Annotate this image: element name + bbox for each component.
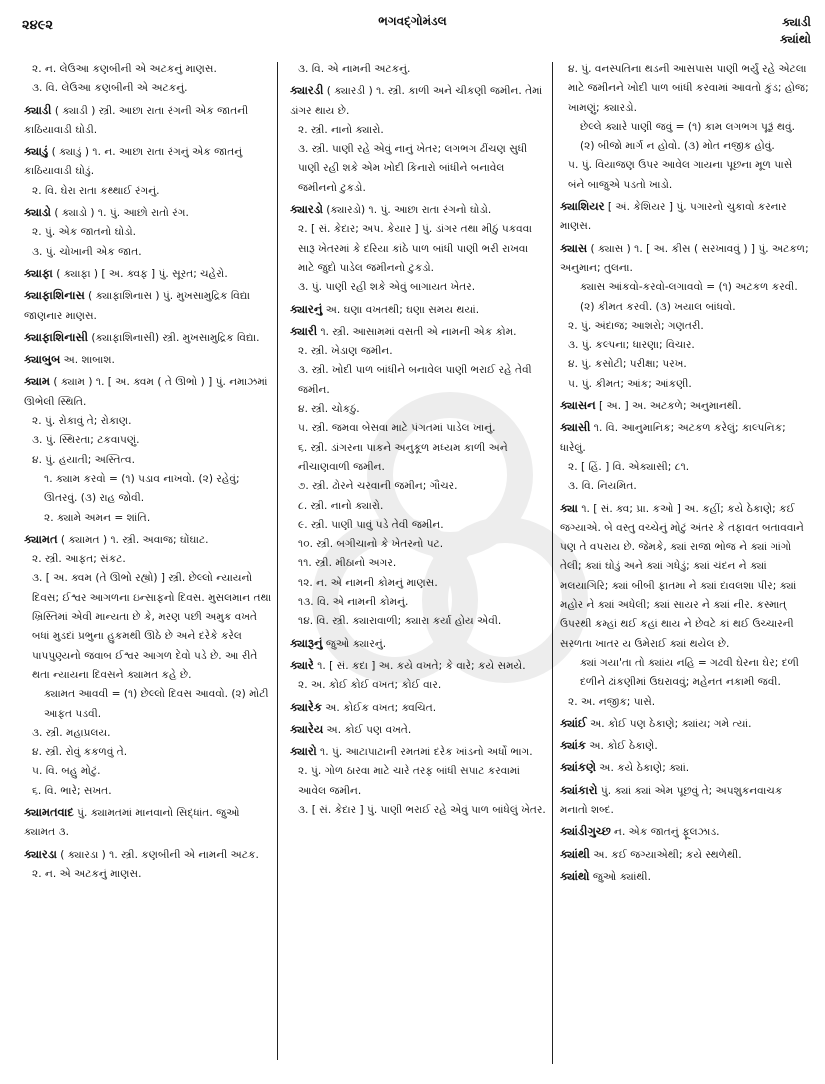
running-title: ભગવદ્ગોમંડલ [378, 14, 447, 28]
sense-line: ૩. સ્ત્રી. પાણી રહે એવું નાનું ખેતર; લગભગ ઢીંચણ સુધી પાણી રહી શકે એમ ખોદી કિનારો બાંધીને બનાવેલ જમીનનો ટુકડો. [298, 143, 528, 194]
definition-text: જુઓ ક્યાંથી. [592, 870, 651, 883]
headword: ક્યારો [290, 744, 317, 759]
definition-text: ( ક્યારડા ) ૧. સ્ત્રી. કણબીની એ નામની અટક. [60, 848, 259, 861]
dictionary-entry [560, 396, 812, 416]
idiom-line: ક્યામત આવવી = (૧) છેલ્લો દિવસ આવવો. (૨) મોટી આફત પડવી. [44, 688, 269, 720]
dictionary-entry [560, 736, 812, 756]
dictionary-entry [560, 60, 812, 195]
dictionary-entry [24, 328, 272, 348]
headword: ક્યાફાશિનાસી [24, 329, 88, 344]
headword: ક્યારૂનું [290, 635, 323, 650]
dictionary-entry [560, 845, 812, 865]
sense-line: ૨. વિ. ઘેરા રાતા કથ્થાઈ રંગનું. [32, 184, 160, 197]
idiom-line: છેલ્લે ક્યારે પાણી જવું = (૧) કામ લગભગ પૂરૂં થવું. (૨) બીજો માર્ગ ન હોવો. (૩) મોત નજીક હોવું. [580, 120, 795, 153]
dictionary-entry [560, 418, 812, 496]
dictionary-entry [560, 499, 812, 712]
sense-line: ૧૨. ન. એ નામની કોમનું માણસ. [298, 576, 438, 589]
definition-text: ૧. પું. આટાપાટાની રમતમાં દરેક ખાંડનો અર્ધો ભાગ. [320, 746, 533, 759]
dictionary-entry [24, 101, 272, 141]
headword: ક્યાંડીગુચ્છ [560, 824, 611, 839]
sense-line: ૨. સ્ત્રી. ખેડાણ જમીન. [298, 345, 393, 358]
sense-line: ૩. [ અ. ક્વમ (તે ઊભો રહ્યો) ] સ્ત્રી. છેલ્લો ન્યાયનો દિવસ; ઈશ્વર આગળના ઇન્સાફનો દિવસ. મુસલમાન તથા ખ્રિસ્તિમાં એવી માન્યતા છે કે, મરણ પછી અમુક વખતે બધાં મુડદાં પ્રભુના હુકમથી ઊઠે છે અને દરેકે કરેલ પાપપુણ્યનો જવાબ ઈશ્વર આગળ દેવો પડે છે. આ રીતે થતા ન્યાયના દિવસને ક્યામત કહે છે. [32, 572, 272, 681]
sense-line: ૪. સ્ત્રી. રોવું કકળવું તે. [32, 746, 128, 759]
sense-line: ૨. ન. લેઉઆ કણબીની એ અટકનું માણસ. [32, 63, 217, 75]
headword: ક્યારે [290, 657, 314, 672]
dictionary-entry [290, 634, 546, 654]
dictionary-entry [24, 350, 272, 370]
column-2 [290, 60, 546, 1076]
headword: ક્યાસી [560, 420, 591, 435]
sense-line: ૩. સ્ત્રી. મહાપ્રલય. [32, 726, 111, 739]
sense-line: ૨. પું. ગોળ ઠારવા માટે ચારે તરફ બાંધી સપાટ કરવામાં આવેલ જમીન. [298, 765, 520, 797]
dictionary-entry [290, 720, 546, 740]
definition-text: [ અં. કેશિયર ] પું. પગારનો ચુકાવો કરનાર માણસ. [560, 201, 787, 233]
sense-line: ૩. વિ. લેઉઆ કણબીની એ અટકનું. [32, 82, 188, 95]
column-1 [24, 60, 272, 1076]
dictionary-entry [290, 81, 546, 198]
dictionary-entry [560, 758, 812, 778]
definition-text: ન. એક જાતનું ફૂલઝાડ. [614, 826, 720, 839]
sense-line: ૬. સ્ત્રી. ડાંગરના પાકને અનુકૂળ મધ્યમ કાળી અને નીચાણવાળી જમીન. [298, 441, 508, 473]
headword: ક્યાંથો [560, 868, 590, 883]
dictionary-entry [290, 60, 546, 79]
dictionary-entry [24, 372, 272, 527]
definition-text: અ. કઈ જગ્યાએથી; કયે સ્થળેથી. [593, 848, 742, 861]
definition-text: અ. કોઈ પણ ઠેકાણે; ક્યાંય; ગમે ત્યાં. [590, 717, 752, 730]
sense-line: ૨. પું. રોકાવું તે; રોકાણ. [32, 415, 132, 428]
headword: ક્યારી [290, 323, 318, 338]
sense-line: ૪. પું. હયાતી; અસ્તિત્વ. [32, 453, 135, 466]
dictionary-entry [24, 845, 272, 885]
dictionary-entry [560, 714, 812, 734]
dictionary-entry [290, 322, 546, 632]
sense-line: ૫. પું. વિયાજણ ઉપર આવેલ ગાયના પૂછના મૂળ પાસે બંને બાજુએ પડતો ખાડો. [568, 159, 793, 191]
definition-text: (ક્યાફાશિનાસી) સ્ત્રી. મુખસામુદ્રિક વિદ્યા. [91, 331, 260, 344]
definition-text: ( ક્યાફા ) [ અ. ક્વફ ] પું. સૂરત; ચહેરો. [56, 267, 228, 280]
headword: ક્યામત [24, 531, 58, 546]
definition-text: ( ક્યાડો ) ૧. પું. આછો રાતો રંગ. [54, 207, 189, 220]
headword: ક્યાંકારો [560, 782, 598, 797]
sense-line: ૩. પું. કલ્પના; ધારણા; વિચાર. [568, 339, 695, 352]
sense-line: ૩. પું. પાણી રહી શકે એવું બાગાયત ખેતર. [298, 281, 476, 294]
sense-line: ૨. પું. અંદાજ; આશરો; ગણતરી. [568, 319, 704, 332]
sense-line: ૫. સ્ત્રી. જમવા બેસવા માટે પંગતમાં પાડેલ ખાનું. [298, 422, 496, 435]
definition-text: ૧. સ્ત્રી. આસામમાં વસતી એ નામની એક કોમ. [320, 325, 517, 338]
sense-line: ૩. સ્ત્રી. ખોદી પાળ બાંધીને બનાવેલ પાણી ભરાઈ રહે તેવી જમીન. [298, 364, 532, 396]
sense-line: ૨. [ સં. કેદાર; અપ. કેયાર ] પું. ડાંગર તથા મીઠું પકવવા સારૂ ખેતરમાં કે દરિયા કાંઠે પાળ બાંધી પાણી ભરી રાખવા માટે જુદો પાડેલ જમીનનો ટુકડો. [298, 223, 532, 274]
sense-line: ૩. પું. સ્થિરતા; ટકવાપણું. [32, 434, 140, 447]
headword: ક્યાફા [24, 265, 53, 280]
dictionary-entry [290, 300, 546, 320]
definition-text: ( ક્યામત ) ૧. સ્ત્રી. અવાજ; ઘોંઘાટ. [60, 533, 209, 546]
definition-text: ૧. [ સં. ક્વ; પ્રા. કઓ ] અ. કહીં; કયે ઠેકાણે; કઈ જગ્યાએ. બે વસ્તુ વચ્ચેનું મોટું અંતર કે તફાવત બતાવવાને પણ તે વપરાય છે. જેમકે, ક્યાં રાજા ભોજ ને ક્યાં ગાંગો તેલી; ક્યાં ઘોડું અને ક્યાં ગધેડું; ક્યાં ચંદન ને ક્યાં મલયાગિરિ; ક્યાં બીબી ફાતમા ને ક્યાં દાવલશા પીર; ક્યાં મહોર ને ક્યાં અધેલી; ક્યાં સાયર ને ક્યાં નીર. કસ્માત્ ઉપરથી કમ્હાં થઈ કહાં થાય ને છેવટે કાં થઈ ઉચ્ચારની સરળતા ખાતર ય ઉમેરાઈ ક્યાં થયેલ છે. [560, 502, 804, 650]
sense-line: ૫. વિ. બહુ મોટું. [32, 765, 101, 778]
sense-line: ૪. પું. વનસ્પતિના થડની આસપાસ પાણી ભર્યું રહે એટલા માટે જમીનને ખોદી પાળ બાંધી કરવામાં આવતો કુંડ; હોજ; ખામણું; ક્યારડો. [568, 63, 809, 114]
sense-line: ૨. અ. નજીક; પાસે. [568, 695, 656, 708]
definition-text: અ. કયે ઠેકાણે; ક્યાં. [599, 762, 690, 775]
headword: ક્યારેક [290, 699, 322, 714]
headword: ક્યાડો [24, 205, 52, 220]
dictionary-entry [24, 203, 272, 262]
dictionary-entry [290, 200, 546, 297]
sense-line: ૨. ન. એ અટકનું માણસ. [32, 867, 142, 880]
headword: ક્યાંથી [560, 846, 590, 861]
sense-line: ૬. વિ. ભારે; સખત. [32, 784, 112, 797]
idiom-line: ક્યાં ગયા'તા તો ક્યાંય નહિ = ગઢવી ઘેરના ઘેર; દળી દળીને ઢાંકણીમાં ઉઘરાવવું; મહેનત નકામી જવી. [580, 656, 799, 689]
sense-line: ૨. [ હિં. ] વિ. એક્યાસી; ૮૧. [568, 460, 690, 473]
definition-text: ( ક્યાફાશિનાસ ) પું. મુખસામુદ્રિક વિદ્યા જાણનાર માણસ. [24, 290, 250, 322]
sense-line: ૧૧. સ્ત્રી. મીઠાનો અગર. [298, 557, 397, 570]
definition-text: અ. કોઈ પણ વખતે. [326, 723, 412, 736]
guide-word-last: ક્યાંથો [779, 32, 811, 46]
page-number: ૨૪૯૨ [22, 18, 54, 33]
column-3 [560, 60, 812, 1076]
headword: ક્યારનું [290, 301, 323, 316]
definition-text: ( ક્યારડી ) ૧. સ્ત્રી. કાળી અને ચીકણી જમીન. તેમાં ડાંગર થાય છે. [290, 85, 543, 117]
dictionary-entry [24, 286, 272, 326]
sense-line: ૭. સ્ત્રી. ઢોરને ચરવાની જમીન; ગૌચર. [298, 480, 458, 493]
definition-text: જુઓ ક્યારનું. [325, 637, 387, 650]
dictionary-entry [560, 781, 812, 821]
dictionary-entry [24, 264, 272, 284]
headword: ક્યામ [24, 374, 50, 389]
dictionary-entry [290, 742, 546, 820]
sense-line: ૮. સ્ત્રી. નાનો ક્યારો. [298, 499, 384, 512]
dictionary-entry [24, 142, 272, 201]
definition-text: પું. ક્યાં ક્યાં એમ પૂછવું તે; અપશુકનવાચક મનાતો શબ્દ. [560, 784, 783, 816]
sense-line: ૨. સ્ત્રી. આફત; સંકટ. [32, 553, 126, 566]
idiom-line: ક્યાસ આંકવો-કરવો-લગાવવો = (૧) અટકળ કરવી. (૨) કીમત કરવી. (૩) ખયાલ બાંધવો. [580, 281, 798, 313]
headword: ક્યારડા [24, 846, 57, 861]
definition-text: અ. કોઈ ઠેકાણે. [589, 740, 658, 753]
dictionary-entry [560, 867, 812, 887]
dictionary-entry [24, 803, 272, 843]
definition-text: ( ક્યામ ) ૧. [ અ. ક્વમ ( તે ઊભો ) ] પું. નમાઝમાં ઊભેલી સ્થિતિ. [24, 376, 268, 408]
headword: ક્યામતવાદ [24, 804, 74, 819]
page-header [0, 0, 825, 56]
definition-text: અ. શાબાશ. [63, 354, 115, 367]
dictionary-entry [24, 60, 272, 99]
definition-text: પું. ક્યામતમાં માનવાનો સિદ્ધાંત. જુઓ ક્યામત ૩. [24, 806, 240, 839]
sense-line: ૪. પું. કસોટી; પરીક્ષા; પરખ. [568, 358, 687, 371]
headword: ક્યાશિયર [560, 199, 605, 214]
definition-text: ( ક્યાડી ) સ્ત્રી. આછા રાતા રંગની એક જાતની કાઠિયાવાડી ઘોડી. [24, 104, 249, 136]
headword: ક્યારડી [290, 83, 324, 98]
guide-word-first: ક્યાડી [782, 15, 811, 29]
sense-line: ૧૪. વિ. સ્ત્રી. ક્યારાવાળી; ક્યારા કર્યા હોય એવી. [298, 615, 502, 628]
column-divider [552, 62, 553, 1064]
headword: ક્યાંક [560, 738, 586, 753]
sense-line: ૯. સ્ત્રી. પાણી પાવું પડે તેવી જમીન. [298, 518, 444, 531]
idiom-line: ૨. ક્યામે અમન = શાંતિ. [44, 511, 151, 524]
headword: ક્યારડો [290, 202, 323, 217]
definition-text: ( ક્યાડું ) ૧. ન. આછા રાતા રંગનું એક જાતનું કાઠિયાવાડી ઘોડું. [24, 146, 243, 178]
sense-line: ૩. વિ. એ નામની અટકનું. [298, 63, 411, 75]
definition-text: ૧. વિ. આનુમાનિક; અટકળ કરેલું; કાલ્પનિક; ધારેલું. [560, 422, 786, 454]
sense-line: ૧૦. સ્ત્રી. બગીચાનો કે ખેતરનો પટ. [298, 538, 444, 551]
column-divider [277, 62, 278, 1060]
sense-line: ૨. સ્ત્રી. નાનો ક્યારો. [298, 123, 384, 136]
dictionary-entry [290, 656, 546, 696]
sense-line: ૫. પું. કીમત; આંક; આંકણી. [568, 377, 692, 390]
sense-line: ૨. અ. કોઈ કોઈ વખત; કોઈ વાર. [298, 679, 442, 692]
headword: ક્યાફાશિનાસ [24, 288, 85, 303]
headword: ક્યારેય [290, 721, 324, 736]
dictionary-entry [560, 822, 812, 842]
sense-line: ૧૩. વિ. એ નામની કોમનું. [298, 596, 409, 609]
headword: ક્યાસ [560, 240, 588, 255]
sense-line: ૩. વિ. નિયમિત. [568, 480, 637, 493]
definition-text: અ. ઘણા વખતથી; ઘણા સમય થયાં. [325, 303, 480, 316]
headword: ક્યા [560, 500, 578, 515]
sense-line: ૨. પું. એક જાતનો ઘોડો. [32, 226, 137, 239]
definition-text: ૧. [ સં. કદા ] અ. કયે વખતે; કે વારે; કયે સમયે. [317, 659, 526, 672]
dictionary-entry [560, 239, 812, 394]
dictionary-entry [560, 197, 812, 237]
definition-text: ( ક્યાસ ) ૧. [ અ. કીસ ( સરખાવવું ) ] પું. અટકળ; અનુમાન; તુલના. [560, 242, 809, 274]
definition-text: (ક્યારડો) ૧. પું. આછા રાતા રંગનો ઘોડો. [326, 204, 492, 217]
headword: ક્યાડું [24, 144, 49, 159]
headword: ક્યાડી [24, 102, 52, 117]
headword: ક્યાસન [560, 398, 596, 413]
dictionary-entry [290, 698, 546, 718]
definition-text: [ અ. ] અ. અટકળે; અનુમાનથી. [599, 400, 742, 413]
dictionary-entry [24, 530, 272, 801]
guide-words [780, 14, 811, 48]
headword: ક્યાંઈ [560, 715, 587, 730]
sense-line: ૩. [ સં. કેદાર ] પું. પાણી ભરાઈ રહે એવું પાળ બાંધેલું ખેતર. [298, 803, 546, 816]
sense-line: ૪. સ્ત્રી. ચોકઠું. [298, 403, 360, 416]
definition-text: અ. કોઈક વખત; ક્વચિત. [325, 701, 437, 714]
headword: ક્યાબુબ [24, 352, 61, 367]
idiom-line: ૧. ક્યામ કરવો = (૧) પડાવ નાખવો. (૨) રહેવું; ઊતરવું. (૩) રાહ જોવી. [44, 472, 240, 505]
sense-line: ૩. પું. ચોખાની એક જાત. [32, 245, 142, 258]
headword: ક્યાંકણે [560, 760, 596, 775]
